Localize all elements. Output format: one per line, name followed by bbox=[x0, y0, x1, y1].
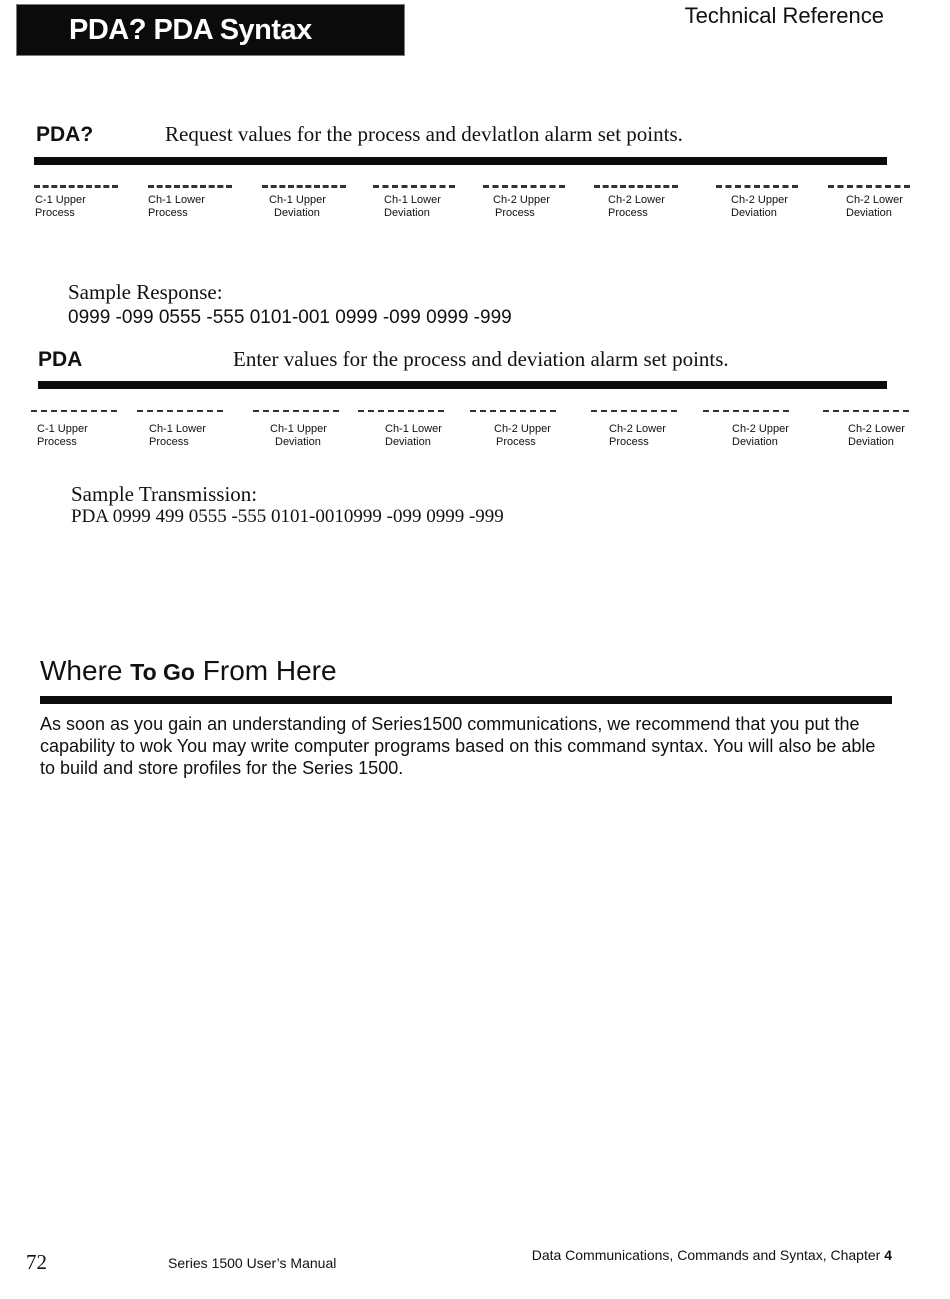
field-label bbox=[732, 423, 789, 449]
manual-name: Series 1500 User’s Manual bbox=[168, 1255, 337, 1271]
field-label-line2: Process bbox=[496, 436, 536, 448]
field-label-line2: Deviation bbox=[732, 436, 778, 448]
field-label-line2: Deviation bbox=[846, 207, 892, 219]
field-label-line1: Ch-1 Lower bbox=[385, 423, 442, 435]
field-blank bbox=[373, 185, 455, 188]
field-blank bbox=[253, 410, 339, 412]
section-header: Technical Reference bbox=[684, 3, 884, 28]
field-label bbox=[270, 423, 327, 449]
field-label bbox=[493, 194, 550, 220]
field-label-line1: Ch-2 Upper bbox=[494, 423, 551, 435]
chapter-reference: Data Communications, Commands and Syntax, Chapter 4 bbox=[531, 1247, 892, 1263]
where-body-line: As soon as you gain an understanding of Series1500 communications, we recommend that you put the bbox=[40, 714, 860, 734]
field-blank bbox=[594, 185, 678, 188]
field-blank bbox=[262, 185, 346, 188]
field-label-line2: Process bbox=[35, 207, 75, 219]
where-rule bbox=[40, 696, 892, 704]
field-blank bbox=[828, 185, 910, 188]
where-body-line: to build and store profiles for the Series 1500. bbox=[40, 758, 404, 778]
set-description: Enter values for the process and deviation alarm set points. bbox=[233, 347, 729, 371]
field-label bbox=[385, 423, 442, 449]
set-sample-value: PDA 0999 499 0555 -555 0101-0010999 -099 0999 -999 bbox=[71, 506, 504, 527]
field-label-line2: Process bbox=[495, 207, 535, 219]
field-label-line1: Ch-2 Upper bbox=[731, 194, 788, 206]
set-rule bbox=[38, 381, 887, 389]
field-label bbox=[35, 194, 86, 220]
where-body bbox=[40, 713, 900, 779]
field-label-line2: Process bbox=[609, 436, 649, 448]
field-label bbox=[269, 194, 326, 220]
field-label-line1: Ch-2 Lower bbox=[609, 423, 666, 435]
field-label-line1: Ch-2 Lower bbox=[608, 194, 665, 206]
field-label-line2: Process bbox=[37, 436, 77, 448]
field-label-line1: Ch-1 Lower bbox=[384, 194, 441, 206]
field-label-line1: Ch-2 Lower bbox=[846, 194, 903, 206]
field-blank bbox=[31, 410, 117, 412]
field-label-line1: Ch-1 Lower bbox=[149, 423, 206, 435]
field-blank bbox=[703, 410, 789, 412]
field-blank bbox=[148, 185, 232, 188]
banner-title: PDA? PDA Syntax bbox=[69, 14, 312, 46]
field-label bbox=[149, 423, 206, 449]
field-blank bbox=[34, 185, 118, 188]
where-body-line: capability to wok You may write computer programs based on this command syntax. You will also be able bbox=[40, 736, 876, 756]
field-label-line2: Deviation bbox=[731, 207, 777, 219]
field-blank bbox=[591, 410, 677, 412]
field-label bbox=[384, 194, 441, 220]
field-label-line2: Deviation bbox=[385, 436, 431, 448]
field-label-line2: Deviation bbox=[275, 436, 321, 448]
field-label-line2: Process bbox=[148, 207, 188, 219]
field-label-line2: Deviation bbox=[274, 207, 320, 219]
field-blank bbox=[358, 410, 444, 412]
field-label-line1: Ch-1 Upper bbox=[269, 194, 326, 206]
field-label bbox=[848, 423, 905, 449]
field-label bbox=[731, 194, 788, 220]
query-rule bbox=[34, 157, 887, 165]
field-label-line1: Ch-2 Lower bbox=[848, 423, 905, 435]
query-command: PDA? bbox=[36, 123, 94, 146]
field-label bbox=[609, 423, 666, 449]
field-label-line2: Deviation bbox=[384, 207, 430, 219]
field-label-line1: Ch-2 Upper bbox=[493, 194, 550, 206]
field-blank bbox=[716, 185, 798, 188]
set-sample-label: Sample Transmission: bbox=[71, 482, 258, 506]
field-blank bbox=[823, 410, 909, 412]
field-label bbox=[494, 423, 551, 449]
field-label-line1: C-1 Upper bbox=[35, 194, 86, 206]
page-number: 72 bbox=[26, 1250, 47, 1274]
where-heading: Where To Go From Here bbox=[40, 655, 337, 686]
field-blank bbox=[137, 410, 223, 412]
query-sample-value: 0999 -099 0555 -555 0101-001 0999 -099 0999 -999 bbox=[68, 307, 512, 328]
field-label bbox=[37, 423, 88, 449]
field-label-line2: Process bbox=[149, 436, 189, 448]
field-label bbox=[608, 194, 665, 220]
field-label-line1: C-1 Upper bbox=[37, 423, 88, 435]
query-description: Request values for the process and devlatlon alarm set points. bbox=[165, 122, 683, 146]
title-banner bbox=[16, 4, 405, 56]
field-label-line2: Process bbox=[608, 207, 648, 219]
query-sample-label: Sample Response: bbox=[68, 280, 223, 304]
field-label bbox=[846, 194, 903, 220]
field-label bbox=[148, 194, 205, 220]
field-label-line1: Ch-1 Lower bbox=[148, 194, 205, 206]
field-blank bbox=[483, 185, 565, 188]
field-label-line1: Ch-1 Upper bbox=[270, 423, 327, 435]
field-label-line1: Ch-2 Upper bbox=[732, 423, 789, 435]
set-command: PDA bbox=[38, 348, 83, 371]
field-label-line2: Deviation bbox=[848, 436, 894, 448]
field-blank bbox=[470, 410, 556, 412]
